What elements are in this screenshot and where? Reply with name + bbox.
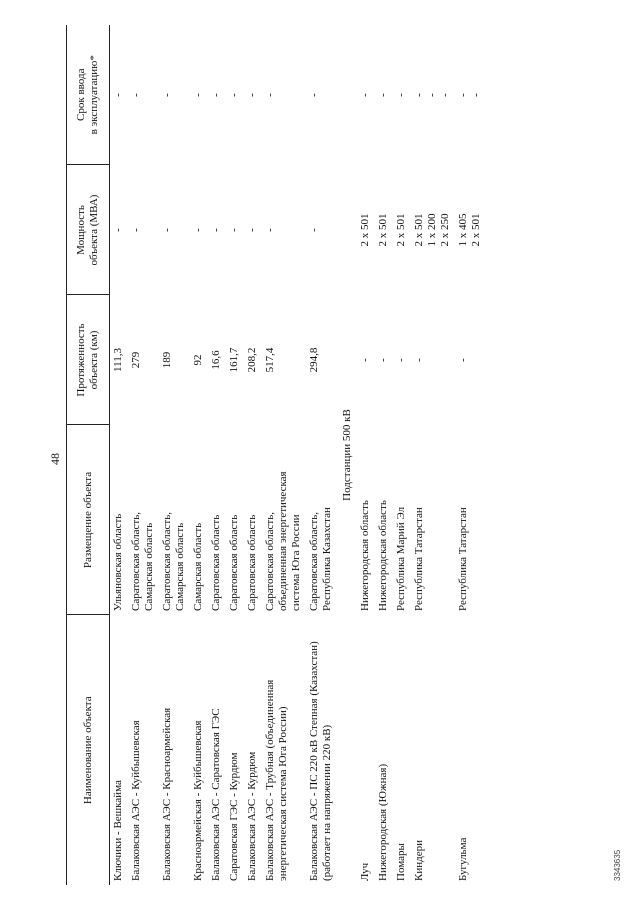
cell-line: Нижегородская (Южная) (377, 763, 389, 881)
cell-length: 208,2 (246, 347, 258, 373)
cell-line: - (246, 228, 258, 232)
header-name: Наименование объекта (67, 615, 110, 885)
cell-commissioning-date (208, 25, 226, 165)
cell-location (262, 425, 306, 615)
cell-line: 2 х 250 (439, 213, 451, 247)
cell-commissioning-date (393, 25, 411, 165)
cell-line: - (264, 93, 276, 97)
cell-line: Саратовская область, (308, 511, 320, 611)
cell-line: - (228, 228, 240, 232)
cell-capacity (208, 165, 226, 295)
table-row (190, 25, 208, 885)
cell-capacity (244, 165, 262, 295)
cell-commissioning-date (411, 25, 455, 165)
cell-line: - (161, 228, 173, 232)
cell-line: - (210, 228, 222, 232)
cell-line: - (192, 93, 204, 97)
cell-location (159, 425, 190, 615)
cell-line: система Юга России (290, 514, 302, 611)
cell-line: Балаковская АЭС - Саратовская ГЭС (210, 708, 222, 881)
cell-object-name (393, 615, 411, 885)
cell-line: - (112, 228, 124, 232)
cell-length: - (359, 358, 371, 362)
table-row (226, 25, 244, 885)
cell-line: - (308, 228, 320, 232)
cell-commissioning-date (226, 25, 244, 165)
cell-line: объединенная энергетическая (277, 471, 289, 611)
cell-line: Красноармейская - Куйбышевская (192, 720, 204, 881)
table-row (411, 25, 455, 885)
cell-line: Республика Марий Эл (395, 506, 407, 611)
cell-line: - (130, 93, 142, 97)
cell-line: Помары (395, 843, 407, 881)
cell-location (455, 425, 486, 615)
table-row (128, 25, 159, 885)
cell-location (306, 425, 337, 615)
cell-length: - (413, 358, 425, 362)
cell-capacity (411, 165, 455, 295)
table-row (244, 25, 262, 885)
cell-line: - (130, 228, 142, 232)
cell-capacity (110, 165, 129, 295)
cell-object-name (357, 615, 375, 885)
cell-line: - (426, 93, 438, 97)
cell-line: 1 х 405 (457, 213, 469, 247)
cell-line: - (413, 93, 425, 97)
objects-table (66, 25, 486, 885)
cell-capacity (128, 165, 159, 295)
cell-line: Балаковская АЭС - Куйбышевская (130, 720, 142, 881)
cell-line: - (377, 93, 389, 97)
cell-commissioning-date (128, 25, 159, 165)
cell-commissioning-date (375, 25, 393, 165)
cell-capacity (190, 165, 208, 295)
cell-commissioning-date (357, 25, 375, 165)
cell-capacity (375, 165, 393, 295)
cell-line: Саратовская область (228, 514, 240, 611)
cell-capacity (226, 165, 244, 295)
table-row (159, 25, 190, 885)
cell-line: Нижегородская область (359, 500, 371, 611)
cell-object-name (110, 615, 129, 885)
cell-length: 517,4 (264, 347, 276, 373)
table-header-row (67, 25, 110, 885)
cell-length: - (395, 358, 407, 362)
cell-line: 2 х 501 (395, 213, 407, 247)
cell-object-name (306, 615, 337, 885)
cell-object-name (208, 615, 226, 885)
cell-location (375, 425, 393, 615)
cell-line: 1 х 200 (426, 213, 438, 247)
cell-object-name (244, 615, 262, 885)
cell-line: Самарская область (174, 522, 186, 611)
header-location: Размещение объекта (67, 425, 110, 615)
cell-line: - (246, 93, 258, 97)
header-length: Протяженность объекта (км) (67, 295, 110, 425)
cell-location (128, 425, 159, 615)
cell-length: 161,7 (228, 347, 240, 373)
cell-object-name (375, 615, 393, 885)
table-row (455, 25, 486, 885)
cell-line: Бугульма (457, 837, 469, 881)
cell-capacity (159, 165, 190, 295)
cell-capacity (306, 165, 337, 295)
document-code: 3343635 (613, 849, 622, 881)
cell-line: Республика Татарстан (457, 507, 469, 611)
cell-line: (работает на напряжении 220 кВ) (321, 724, 333, 881)
cell-line: Саратовская область, (264, 511, 276, 611)
cell-commissioning-date (306, 25, 337, 165)
cell-line: Самарская область (192, 522, 204, 611)
cell-commissioning-date (244, 25, 262, 165)
cell-line: Саратовская ГЭС - Курдюм (228, 752, 240, 881)
cell-line: Самарская область (143, 522, 155, 611)
cell-object-name (226, 615, 244, 885)
section-row (337, 25, 357, 885)
cell-commissioning-date (159, 25, 190, 165)
cell-location (208, 425, 226, 615)
header-date: Срок ввода в эксплуатацию* (67, 25, 110, 165)
cell-line: - (192, 228, 204, 232)
cell-length: 189 (161, 351, 173, 369)
cell-line: Саратовская область (246, 514, 258, 611)
cell-line: 2 х 501 (359, 213, 371, 247)
cell-line: - (308, 93, 320, 97)
cell-commissioning-date (455, 25, 486, 165)
cell-location (393, 425, 411, 615)
cell-line: Балаковская АЭС - Красноармейская (161, 707, 173, 881)
cell-commissioning-date (190, 25, 208, 165)
cell-location (190, 425, 208, 615)
cell-line: - (470, 93, 482, 97)
table-row (306, 25, 337, 885)
cell-line: Ульяновская область (112, 513, 124, 611)
cell-length: - (457, 358, 469, 362)
cell-line: - (359, 93, 371, 97)
cell-length: 92 (192, 354, 204, 366)
cell-object-name (262, 615, 306, 885)
cell-line: - (210, 93, 222, 97)
cell-capacity (357, 165, 375, 295)
table-row (208, 25, 226, 885)
cell-length: 279 (130, 351, 142, 369)
cell-commissioning-date (110, 25, 129, 165)
rotated-page (46, 25, 636, 885)
cell-line: Саратовская область, (161, 511, 173, 611)
cell-location (411, 425, 455, 615)
table-body (110, 25, 487, 885)
cell-line: - (457, 93, 469, 97)
cell-line: - (395, 93, 407, 97)
cell-object-name (159, 615, 190, 885)
cell-line: - (112, 93, 124, 97)
cell-length: - (377, 358, 389, 362)
table-row (110, 25, 129, 885)
cell-line: 2 х 501 (377, 213, 389, 247)
table-row (262, 25, 306, 885)
cell-line: Республика Татарстан (413, 507, 425, 611)
cell-object-name (411, 615, 455, 885)
cell-length: 16,6 (210, 350, 222, 370)
cell-capacity (455, 165, 486, 295)
cell-location (244, 425, 262, 615)
cell-object-name (128, 615, 159, 885)
cell-line: - (264, 228, 276, 232)
cell-line: 2 х 501 (470, 213, 482, 247)
cell-object-name (455, 615, 486, 885)
cell-line: энергетическая система Юга России) (277, 706, 289, 881)
cell-line: - (439, 93, 451, 97)
cell-object-name (190, 615, 208, 885)
cell-line: Балаковская АЭС - Курдюм (246, 751, 258, 881)
section-title: Подстанции 500 кВ (341, 409, 353, 501)
cell-line: Ключики - Вешкайма (112, 780, 124, 881)
cell-line: - (161, 93, 173, 97)
page-number: 48 (48, 453, 62, 465)
cell-line: 2 х 501 (413, 213, 425, 247)
cell-line: Балаковская АЭС - Трубная (объединенная (264, 679, 276, 881)
cell-line: - (228, 93, 240, 97)
cell-capacity (393, 165, 411, 295)
cell-length: 294,8 (308, 347, 320, 373)
cell-line: Саратовская область (210, 514, 222, 611)
cell-line: Саратовская область, (130, 511, 142, 611)
cell-line: Луч (359, 862, 371, 881)
cell-commissioning-date (262, 25, 306, 165)
cell-line: Нижегородская область (377, 500, 389, 611)
cell-capacity (262, 165, 306, 295)
table-row (357, 25, 375, 885)
cell-line: Балаковская АЭС - ПС 220 кВ Степная (Казахстан) (308, 641, 320, 881)
cell-length: 111,3 (112, 348, 124, 372)
table-row (393, 25, 411, 885)
cell-location (110, 425, 129, 615)
cell-location (226, 425, 244, 615)
cell-line: Киндери (413, 840, 425, 881)
cell-location (357, 425, 375, 615)
table-row (375, 25, 393, 885)
header-capacity: Мощность объекта (МВА) (67, 165, 110, 295)
cell-line: Республика Казахстан (321, 507, 333, 611)
